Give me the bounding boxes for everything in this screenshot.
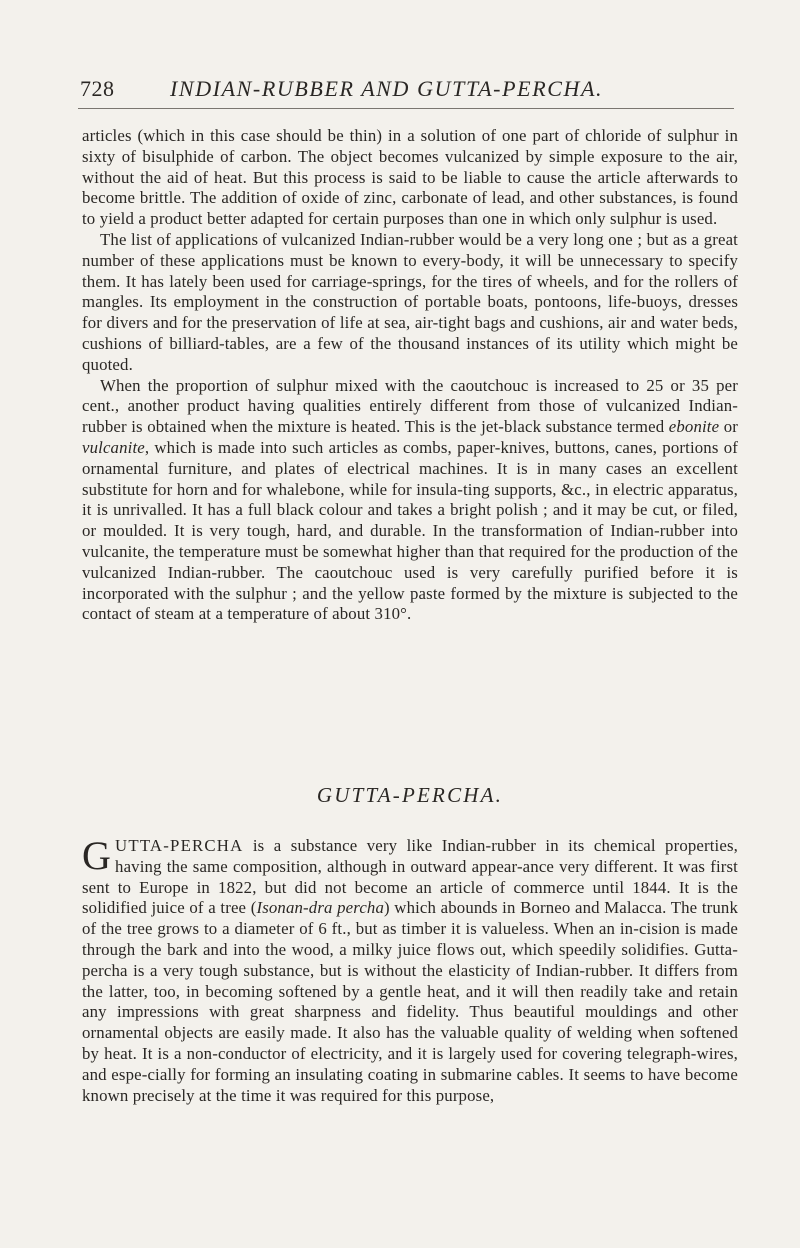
ebonite-text-start: When the proportion of sulphur mixed with the caoutchouc is increased to 25 or 35 per cent., another product having qualities entirely different from those of vulcanized Indian-rubber is obtained when the mixture is heated. This is the jet-black substance termed [82, 375, 738, 437]
paragraph-ebonite [82, 376, 738, 626]
main-text [82, 126, 738, 625]
lead-word: UTTA-PERCHA [115, 836, 244, 855]
paragraph-applications: The list of applications of vulcanized Indian-rubber would be a very long one ; but as a great number of these applications must be known to every-body, it will be unnecessary to specify them. It has lately been used for carriage-springs, for the tires of wheels, and for the rollers of mangles. Its employment in the construction of portable boats, pontoons, life-buoys, dresses for divers and for the preservation of life at sea, air-tight bags and cushions, air and water beds, cushions of billiard-tables, are a few of the thousand instances of its utility which might be quoted. [82, 229, 738, 374]
gutta-percha-paragraph [82, 833, 738, 1106]
vulcanite-term: vulcanite [82, 437, 145, 457]
ebonite-text-end: , which is made into such articles as combs, paper-knives, buttons, canes, portions of ornamental furniture, and plates of electrical machines. It is in many cases an excellent substitute for horn and for whalebone, while for insula-ting supports, &c., in electric apparatus, it is unrivalled. It has a full black colour and takes a bright polish ; and it may be cut, or filed, or moulded. It is very tough, hard, and durable. In the transformation of Indian-rubber into vulcanite, the temperature must be somewhat higher than that required for the production of the vulcanized Indian-rubber. The caoutchouc used is very carefully purified before it is incorporated with the sulphur ; and the yellow paste formed by the mixture is subjected to the contact of steam at a temperature of about 310°. [82, 437, 738, 624]
page-header [78, 76, 734, 109]
section-heading: GUTTA-PERCHA. [316, 783, 504, 807]
or-connector: or [719, 417, 739, 437]
gutta-percha-text-end: ) which abounds in Borneo and Malacca. The trunk of the tree grows to a diameter of 6 ft., but as timber it is valueless. When an in-cision is made through the bark and into the wood, a milky juice flows out, which speedily solidifies. Gutta-percha is a very tough substance, but is without the elasticity of Indian-rubber. It differs from the latter, too, in becoming softened by a gentle heat, and it will then readily take and retain any impressions with great sharpness and fidelity. Thus beautiful mouldings and other ornamental objects are easily made. It also has the valuable quality of welding when softened by heat. It is a non-conductor of electricity, and it is largely used for covering telegraph-wires, and espe-cially for forming an insulating coating in submarine cables. It seems to have become known precisely at the time it was required for this purpose, [82, 898, 738, 1105]
species-name: Isonan-dra percha [256, 898, 384, 918]
ebonite-term: ebonite [668, 417, 720, 437]
gutta-percha-text-start: is a substance very like Indian-rubber in its chemical properties, having the same composition, although in outward appear-ance very different. It was first sent to Europe in 1822, but did not become an article of commerce until 1844. It is the solidified juice of a tree ( [82, 836, 738, 918]
page-number: 728 [80, 76, 115, 101]
drop-cap: G [82, 833, 112, 878]
running-head: INDIAN-RUBBER AND GUTTA-PERCHA. [170, 76, 604, 101]
paragraph-vulcanizing-process: articles (which in this case should be thin) in a solution of one part of chloride of sulphur in sixty of bisulphide of carbon. The object becomes vulcanized by simple exposure to the air, without the aid of heat. But this process is said to be liable to cause the article afterwards to become brittle. The addition of oxide of zinc, carbonate of lead, and other substances, is found to yield a product better adapted for certain purposes than one in which only sulphur is used. [82, 126, 738, 229]
